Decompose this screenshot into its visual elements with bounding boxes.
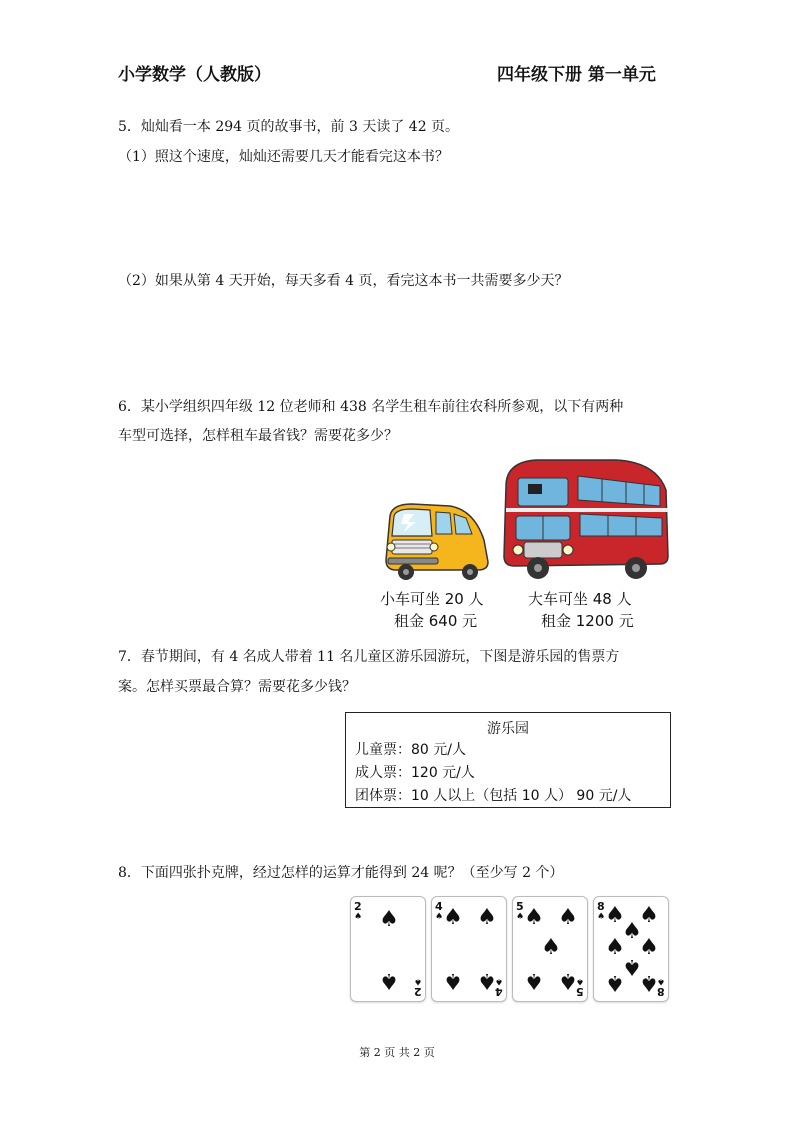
spade-icon: ♠ — [575, 976, 584, 986]
q6-line2: 车型可选择，怎样租车最省钱？需要花多少？ — [118, 428, 398, 444]
playing-card-8 — [593, 896, 669, 1002]
small-bus-illustration — [378, 500, 496, 582]
spade-icon: ♠ — [516, 912, 525, 922]
card-rank: 8 — [657, 985, 665, 998]
spade-icon: ♠ — [413, 976, 422, 986]
big-bus-price: 租金 1200 元 — [541, 612, 634, 630]
spade-icon: ♠ — [605, 970, 625, 995]
card-rank: 2 — [414, 985, 422, 998]
q7-line1: 7．春节期间，有 4 名成人带着 11 名儿童区游乐园游玩，下图是游乐园的售票方 — [118, 649, 620, 665]
q8-stem: 8．下面四张扑克牌，经过怎样的运算才能得到 24 呢？（至少写 2 个） — [118, 865, 564, 881]
header-left: 小学数学（人教版） — [118, 65, 271, 85]
ticket-box — [345, 712, 671, 808]
playing-card-5 — [512, 896, 588, 1002]
spade-icon: ♠ — [639, 935, 659, 960]
ticket-row-adult: 成人票：120 元/人 — [355, 765, 475, 781]
spade-icon: ♠ — [605, 935, 625, 960]
playing-card-2 — [350, 896, 426, 1002]
spade-icon: ♠ — [605, 903, 625, 928]
header-right: 四年级下册 第一单元 — [497, 65, 656, 85]
spade-icon: ♠ — [541, 935, 561, 960]
card-rank: 8 — [597, 900, 605, 913]
card-rank: 4 — [495, 985, 503, 998]
small-bus-capacity: 小车可坐 20 人 — [380, 590, 484, 608]
spade-icon: ♠ — [477, 905, 497, 930]
ticket-box-title: 游乐园 — [487, 721, 529, 737]
spade-icon: ♠ — [435, 912, 444, 922]
q7-line2: 案。怎样买票最合算？需要花多少钱？ — [118, 679, 356, 695]
q6-line1: 6．某小学组织四年级 12 位老师和 438 名学生租车前往农科所参观，以下有两种 — [118, 399, 624, 415]
spade-icon: ♠ — [656, 976, 665, 986]
card-rank: 5 — [516, 900, 524, 913]
spade-icon: ♠ — [558, 968, 578, 993]
spade-icon: ♠ — [524, 968, 544, 993]
q5-sub1: （1）照这个速度，灿灿还需要几天才能看完这本书？ — [118, 149, 449, 165]
spade-icon: ♠ — [477, 968, 497, 993]
spade-icon: ♠ — [443, 905, 463, 930]
spade-icon: ♠ — [379, 907, 399, 932]
q5-stem: 5．灿灿看一本 294 页的故事书，前 3 天读了 42 页。 — [118, 119, 460, 135]
spade-icon: ♠ — [597, 912, 606, 922]
big-bus-illustration — [496, 456, 674, 580]
page-footer: 第 2 页 共 2 页 — [359, 1046, 435, 1059]
spade-icon: ♠ — [379, 968, 399, 993]
spade-icon: ♠ — [354, 912, 363, 922]
playing-card-4 — [431, 896, 507, 1002]
spade-icon: ♠ — [622, 954, 642, 979]
card-rank: 4 — [435, 900, 443, 913]
card-rank: 2 — [354, 900, 362, 913]
spade-icon: ♠ — [639, 970, 659, 995]
spade-icon: ♠ — [622, 919, 642, 944]
big-bus-capacity: 大车可坐 48 人 — [528, 590, 632, 608]
q5-sub2: （2）如果从第 4 天开始，每天多看 4 页，看完这本书一共需要多少天？ — [118, 273, 569, 289]
spade-icon: ♠ — [558, 905, 578, 930]
small-bus-price: 租金 640 元 — [394, 612, 478, 630]
ticket-row-group: 团体票：10 人以上（包括 10 人） 90 元/人 — [355, 788, 632, 804]
spade-icon: ♠ — [494, 976, 503, 986]
spade-icon: ♠ — [524, 905, 544, 930]
card-rank: 5 — [576, 985, 584, 998]
spade-icon: ♠ — [443, 968, 463, 993]
ticket-row-child: 儿童票：80 元/人 — [355, 742, 466, 758]
spade-icon: ♠ — [639, 903, 659, 928]
